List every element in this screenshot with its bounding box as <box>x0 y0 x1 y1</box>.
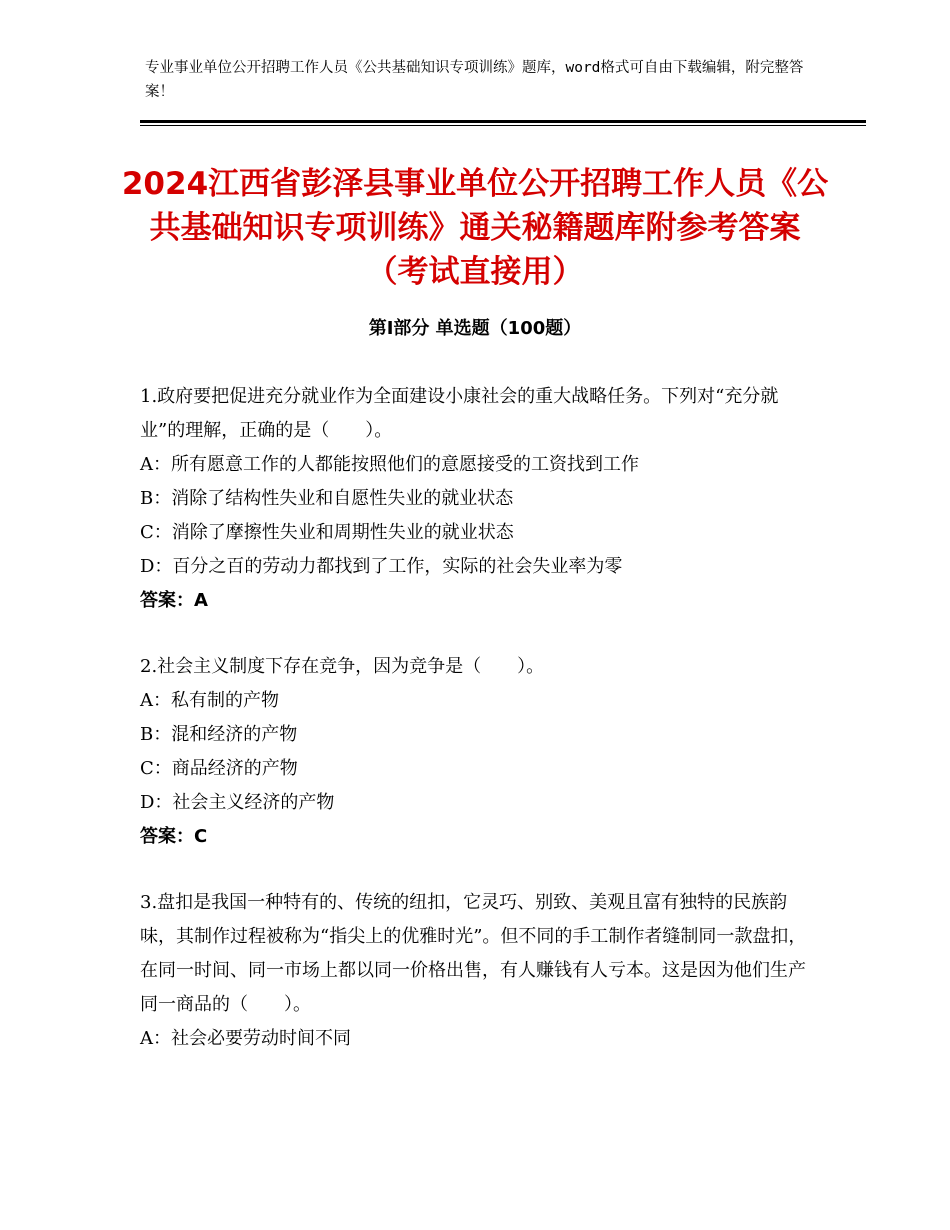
option-a: A：所有愿意工作的人都能按照他们的意愿接受的工资找到工作 <box>140 454 639 475</box>
option-a: A：社会必要劳动时间不同 <box>140 1028 351 1049</box>
option-d: D：社会主义经济的产物 <box>140 792 335 813</box>
question-text: 1.政府要把促进充分就业作为全面建设小康社会的重大战略任务。下列对“充分就业”的理解，正确的是（ ）。 <box>140 386 779 441</box>
question-text: 2.社会主义制度下存在竞争，因为竞争是（ ）。 <box>140 656 545 677</box>
option-c: C：消除了摩擦性失业和周期性失业的就业状态 <box>140 522 514 543</box>
header-divider <box>140 120 866 123</box>
question-text: 3.盘扣是我国一种特有的、传统的纽扣，它灵巧、别致、美观且富有独特的民族韵味，其制作过程被称为“指尖上的优雅时光”。但不同的手工制作者缝制同一款盘扣，在同一时间、同一市场上都以同一价格出售，有人赚钱有人亏本。这是因为他们生产同一商品的（ ）。 <box>140 892 807 1015</box>
answer: 答案：A <box>140 590 208 611</box>
answer: 答案：C <box>140 826 208 847</box>
option-b: B：消除了结构性失业和自愿性失业的就业状态 <box>140 488 514 509</box>
question-3 <box>140 886 812 1056</box>
option-b: B：混和经济的产物 <box>140 724 298 745</box>
option-a: A：私有制的产物 <box>140 690 279 711</box>
section-heading: 第Ⅰ部分 单选题（100题） <box>368 318 582 339</box>
question-list <box>140 380 812 1088</box>
header-divider-thin <box>140 125 866 126</box>
option-c: C：商品经济的产物 <box>140 758 298 779</box>
question-2 <box>140 650 812 854</box>
header-note: 专业事业单位公开招聘工作人员《公共基础知识专项训练》题库，word格式可自由下载编辑，附完整答案！ <box>145 60 804 100</box>
document-title: 2024江西省彭泽县事业单位公开招聘工作人员《公共基础知识专项训练》通关秘籍题库附参考答案（考试直接用） <box>121 166 829 290</box>
option-d: D：百分之百的劳动力都找到了工作，实际的社会失业率为零 <box>140 556 623 577</box>
question-1 <box>140 380 812 618</box>
